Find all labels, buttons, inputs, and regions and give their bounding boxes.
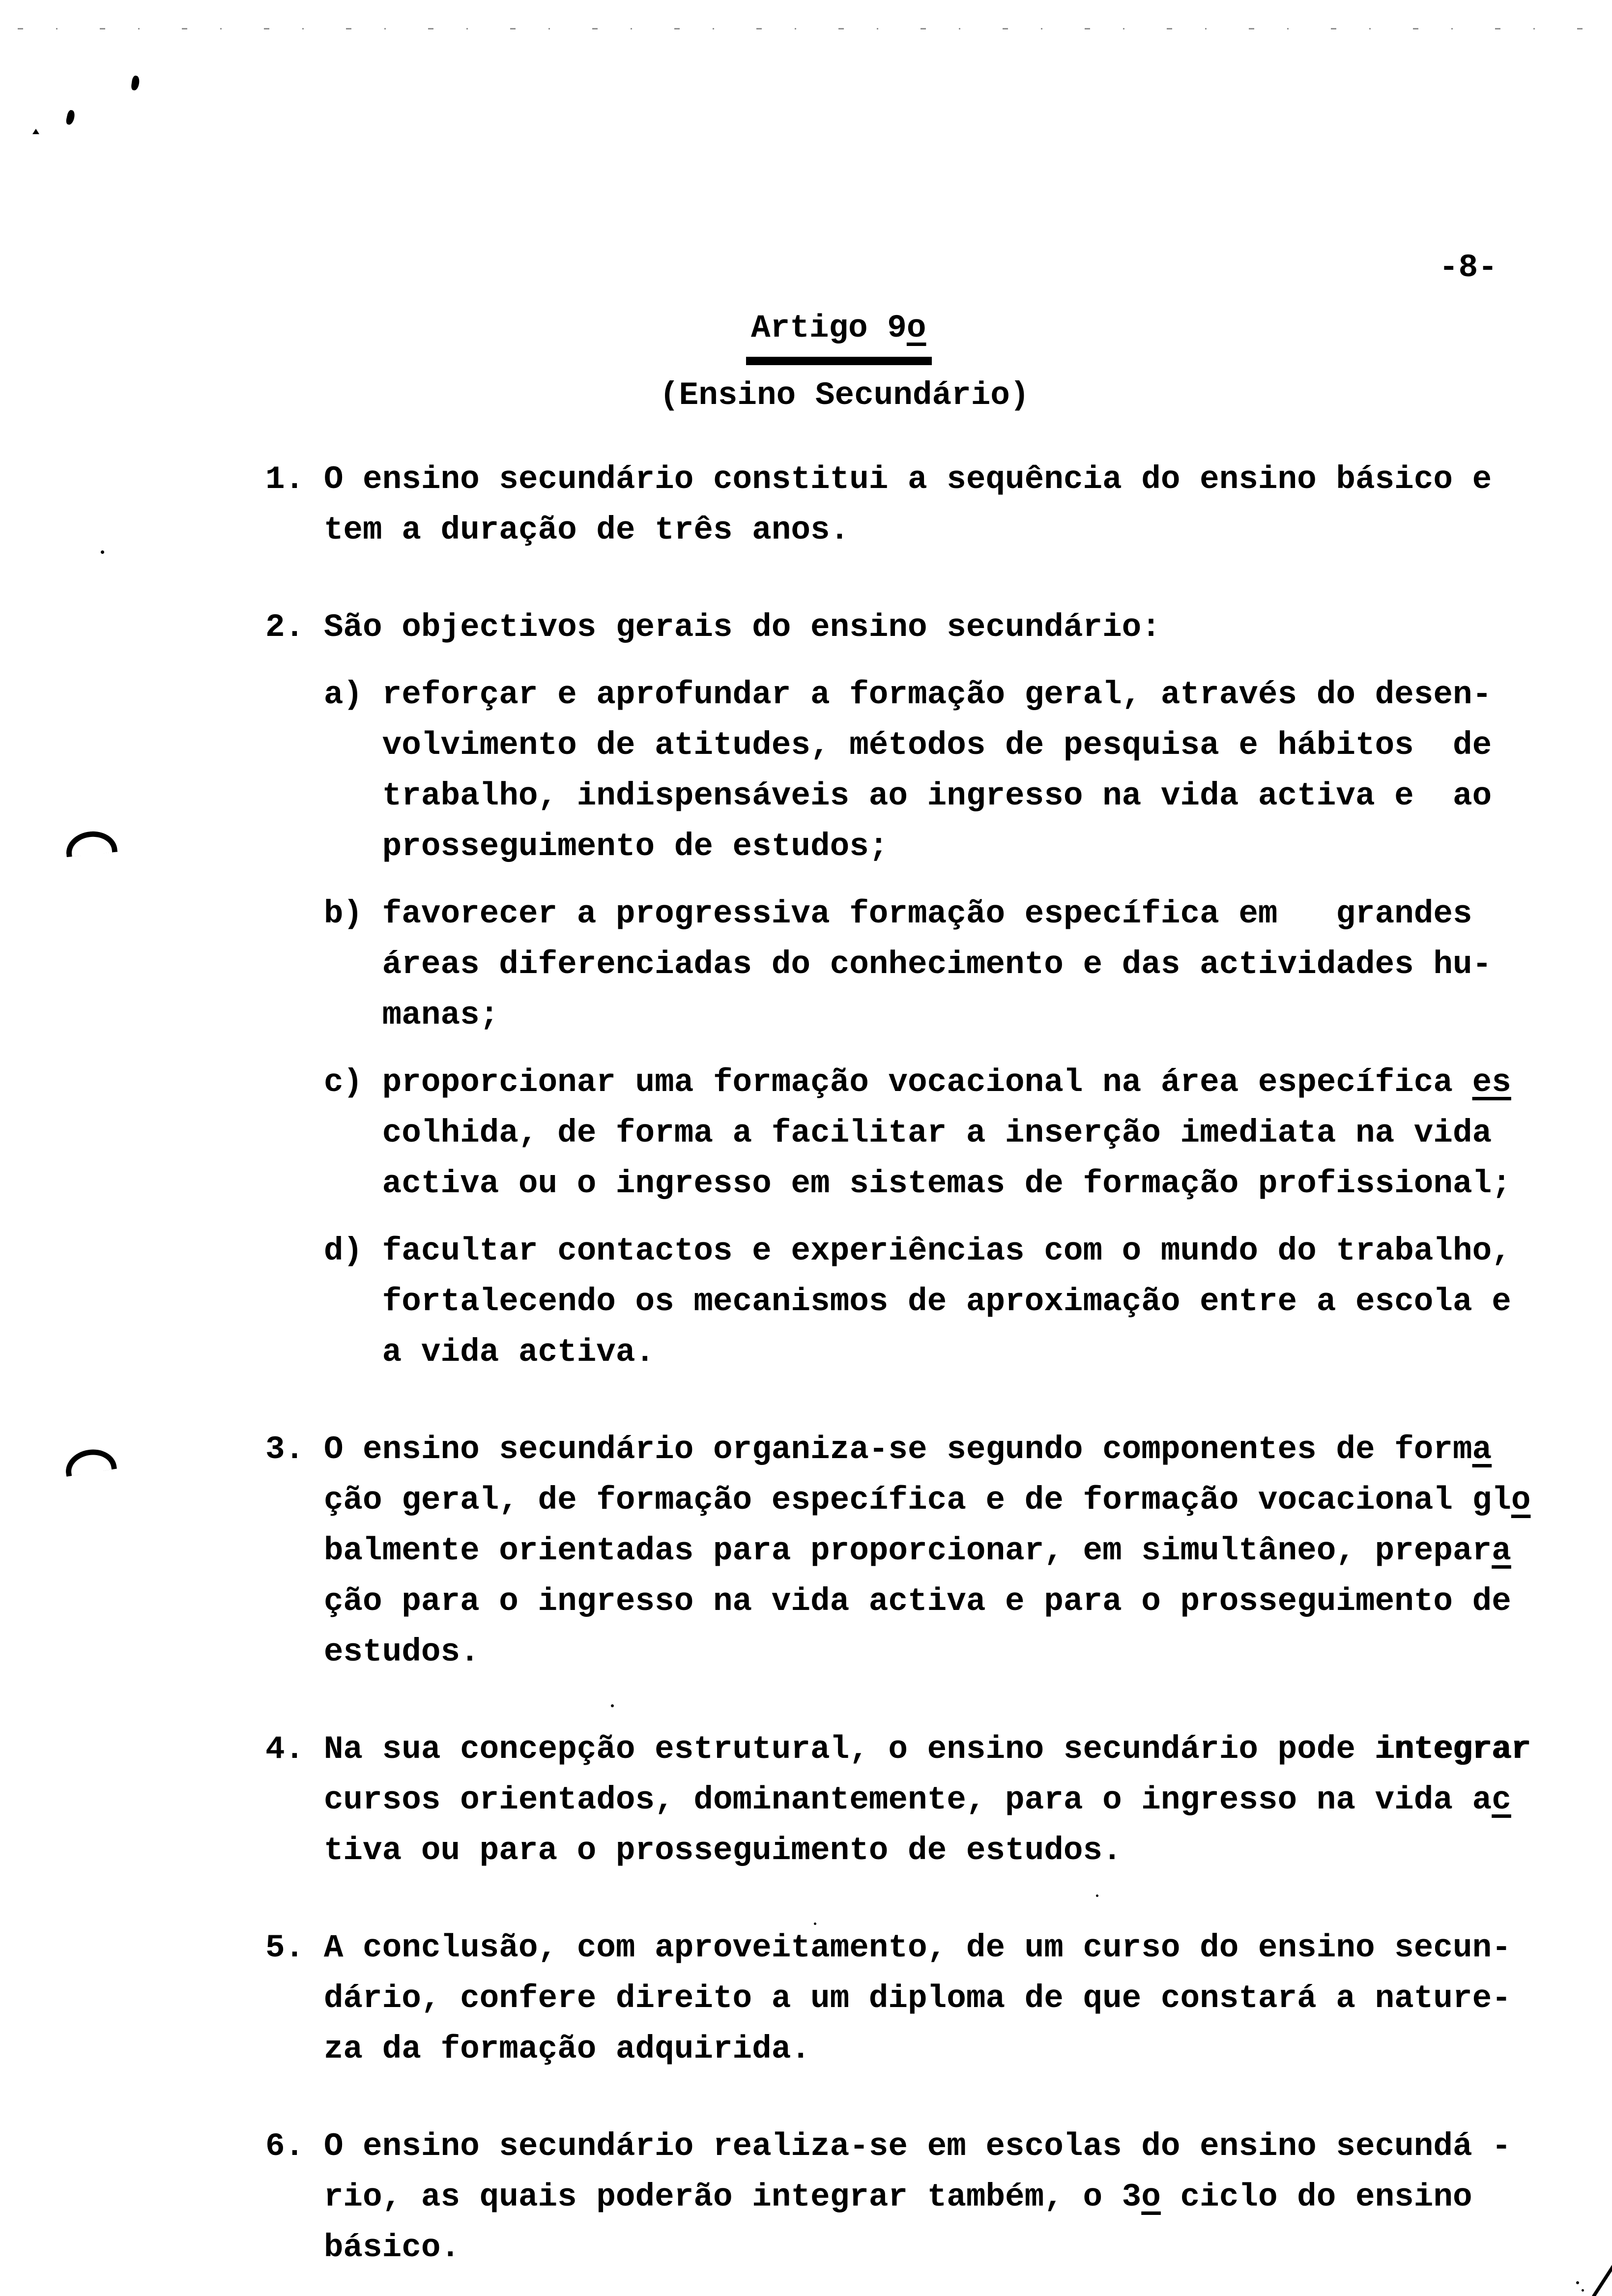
scan-speck <box>131 75 140 91</box>
text-line: d) facultar contactos e experiências com o mundo do trabalho, <box>265 1233 1511 1269</box>
item-2c <box>265 1057 1530 1209</box>
page-number: -8- <box>1439 249 1497 286</box>
margin-pen-arc <box>63 1446 117 1477</box>
item-5 <box>265 1923 1530 2074</box>
article-title-text: Artigo 9 <box>751 310 907 346</box>
item-2a <box>265 669 1530 872</box>
text-line: 5. A conclusão, com aproveitamento, de um curso do ensino secun- <box>265 1929 1511 1966</box>
text-line: rio, as quais poderão integrar também, o 3o ciclo do ensino <box>265 2179 1472 2215</box>
corner-slash-mark <box>1592 2260 1612 2296</box>
text-line: colhida, de forma a facilitar a inserção imediata na vida <box>265 1115 1492 1151</box>
scan-speck <box>65 110 76 125</box>
item-2b <box>265 889 1530 1040</box>
text-line: cursos orientados, dominantemente, para o ingresso na vida ac <box>265 1781 1511 1818</box>
text-line: fortalecendo os mecanismos de aproximação entre a escola e <box>265 1283 1511 1320</box>
text-line: 1. O ensino secundário constitui a sequência do ensino básico e <box>265 461 1492 498</box>
item-4 <box>265 1724 1530 1876</box>
text-line: básico. <box>265 2229 461 2266</box>
item-1 <box>265 454 1530 555</box>
text-line: prosseguimento de estudos; <box>265 828 889 865</box>
item-6 <box>265 2121 1530 2273</box>
text-line: za da formação adquirida. <box>265 2031 810 2067</box>
scan-noise-line <box>18 28 1590 29</box>
text-line: 6. O ensino secundário realiza-se em escolas do ensino secundá - <box>265 2128 1511 2165</box>
text-line: balmente orientadas para proporcionar, em simultâneo, prepara <box>265 1532 1511 1569</box>
text-line: 4. Na sua concepção estrutural, o ensino secundário pode integrar <box>265 1731 1531 1768</box>
text-line: a vida activa. <box>265 1334 655 1371</box>
article-title-ordinal: o <box>906 310 926 346</box>
item-2 <box>265 602 1530 653</box>
scan-speck <box>1576 2281 1579 2284</box>
scan-speck <box>32 129 39 134</box>
article-title <box>746 303 932 365</box>
text-line: b) favorecer a progressiva formação específica em grandes <box>265 895 1472 932</box>
text-line: ção geral, de formação específica e de formação vocacional glo <box>265 1482 1531 1519</box>
article-subtitle: (Ensino Secundário) <box>660 377 1030 414</box>
text-line: tem a duração de três anos. <box>265 512 850 548</box>
text-line: áreas diferenciadas do conhecimento e das actividades hu- <box>265 946 1492 983</box>
scan-speck <box>1582 2289 1584 2292</box>
text-line: trabalho, indispensáveis ao ingresso na vida activa e ao <box>265 777 1492 814</box>
text-line: 3. O ensino secundário organiza-se segundo componentes de forma <box>265 1431 1492 1468</box>
text-line: ção para o ingresso na vida activa e para o prosseguimento de <box>265 1583 1511 1620</box>
article-body <box>265 454 1530 2273</box>
text-line: tiva ou para o prosseguimento de estudos. <box>265 1832 1122 1869</box>
item-3 <box>265 1424 1530 1677</box>
text-line: a) reforçar e aprofundar a formação geral, através do desen- <box>265 676 1492 713</box>
text-line: dário, confere direito a um diploma de que constará a nature- <box>265 1980 1511 2017</box>
text-line: estudos. <box>265 1634 480 1670</box>
text-line: volvimento de atitudes, métodos de pesquisa e hábitos de <box>265 727 1492 764</box>
text-line: manas; <box>265 997 499 1033</box>
text-line: activa ou o ingresso em sistemas de formação profissional; <box>265 1165 1511 1202</box>
text-line: c) proporcionar uma formação vocacional na área específica es <box>265 1064 1511 1101</box>
scan-speck <box>101 550 104 554</box>
text-line: 2. São objectivos gerais do ensino secundário: <box>265 609 1161 646</box>
item-2d <box>265 1226 1530 1378</box>
margin-pen-arc <box>64 829 117 858</box>
